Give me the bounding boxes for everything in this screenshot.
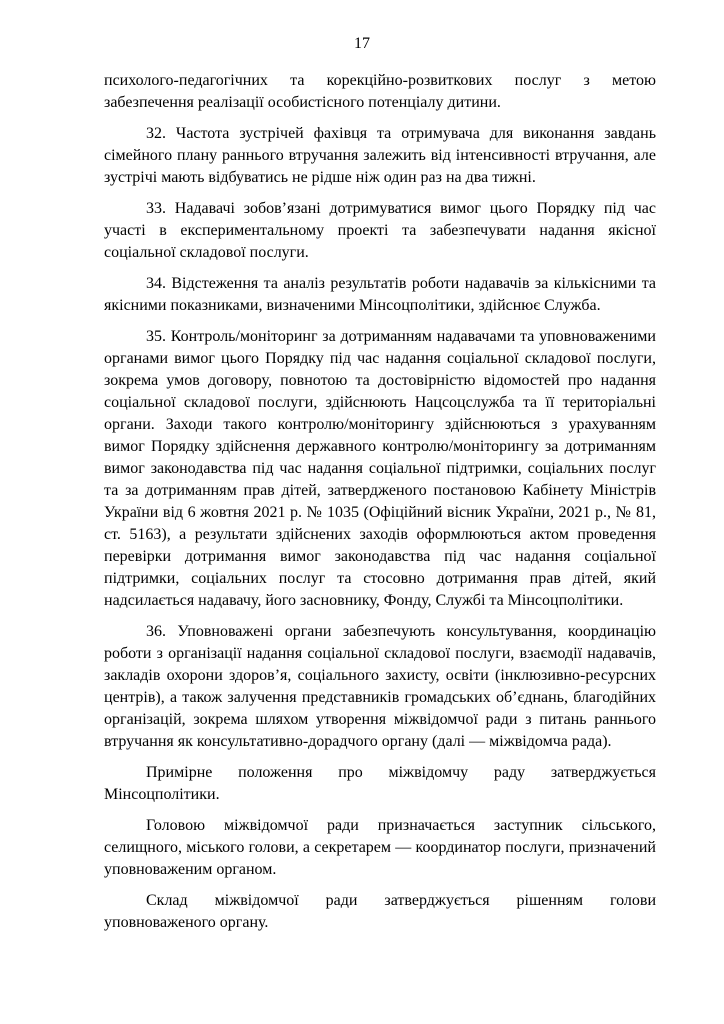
paragraph-continuation: психолого-педагогічних та корекційно-розвиткових послуг з метою забезпечення реалізації особистісного потенціалу дитини. [104, 72, 656, 111]
paragraph-34: 34. Відстеження та аналіз результатів роботи надавачів за кількісними та якісними показниками, визначеними Мінсоцполітики, здійснює Служба. [104, 275, 656, 314]
paragraph-council-composition: Склад міжвідомчої ради затверджується рішенням голови уповноваженого органу. [104, 892, 656, 931]
paragraph-35: 35. Контроль/моніторинг за дотриманням надавачами та уповноваженими органами вимог цього Порядку під час надання соціальної складової послуги, зокрема умов договору, повнотою та достовірністю відомостей про надання соціальної складової послуги, здійснюють Нацсоцслужба та її територіальні органи. Заходи такого контролю/моніторингу здійснюються з урахуванням вимог Порядку здійснення державного контролю/моніторингу за дотриманням вимог законодавства під час надання соціальної підтримки, соціальних послуг та за дотриманням прав дітей, затвердженого постановою Кабінету Міністрів України від 6 жовтня 2021 р. № 1035 (Офіційний вісник України, 2021 р., № 81, ст. 5163), а результати здійснених заходів оформлюються актом проведення перевірки дотримання вимог законодавства під час надання соціальної підтримки, соціальних послуг та стосовно дотримання прав дітей, який надсилається надавачу, його засновнику, Фонду, Службі та Мінсоцполітики. [104, 328, 656, 609]
paragraph-36: 36. Уповноважені органи забезпечують консультування, координацію роботи з організації надання соціальної складової послуги, взаємодії надавачів, закладів охорони здоров’я, соціального захисту, освіти (інклюзивно-ресурсних центрів), а також залучення представників громадських об’єднань, благодійних організацій, зокрема шляхом утворення міжвідомчої ради з питань раннього втручання як консультативно-дорадчого органу (далі — міжвідомча рада). [104, 623, 656, 750]
paragraph-council-chair: Головою міжвідомчої ради призначається заступник сільського, селищного, міського голови, а секретарем — координатор послуги, призначений уповноваженим органом. [104, 817, 656, 878]
paragraph-32: 32. Частота зустрічей фахівця та отримувача для виконання завдань сімейного плану раннього втручання залежить від інтенсивності втручання, але зустрічі мають відбуватись не рідше ніж один раз на два тижні. [104, 125, 656, 186]
document-body [104, 70, 656, 943]
paragraph-model-regulation: Примірне положення про міжвідомчу раду затверджується Мінсоцполітики. [104, 764, 656, 803]
page-number: 17 [354, 35, 370, 52]
paragraph-33: 33. Надавачі зобов’язані дотримуватися вимог цього Порядку під час участі в експериментальному проекті та забезпечувати надання якісної соціальної складової послуги. [104, 200, 656, 261]
